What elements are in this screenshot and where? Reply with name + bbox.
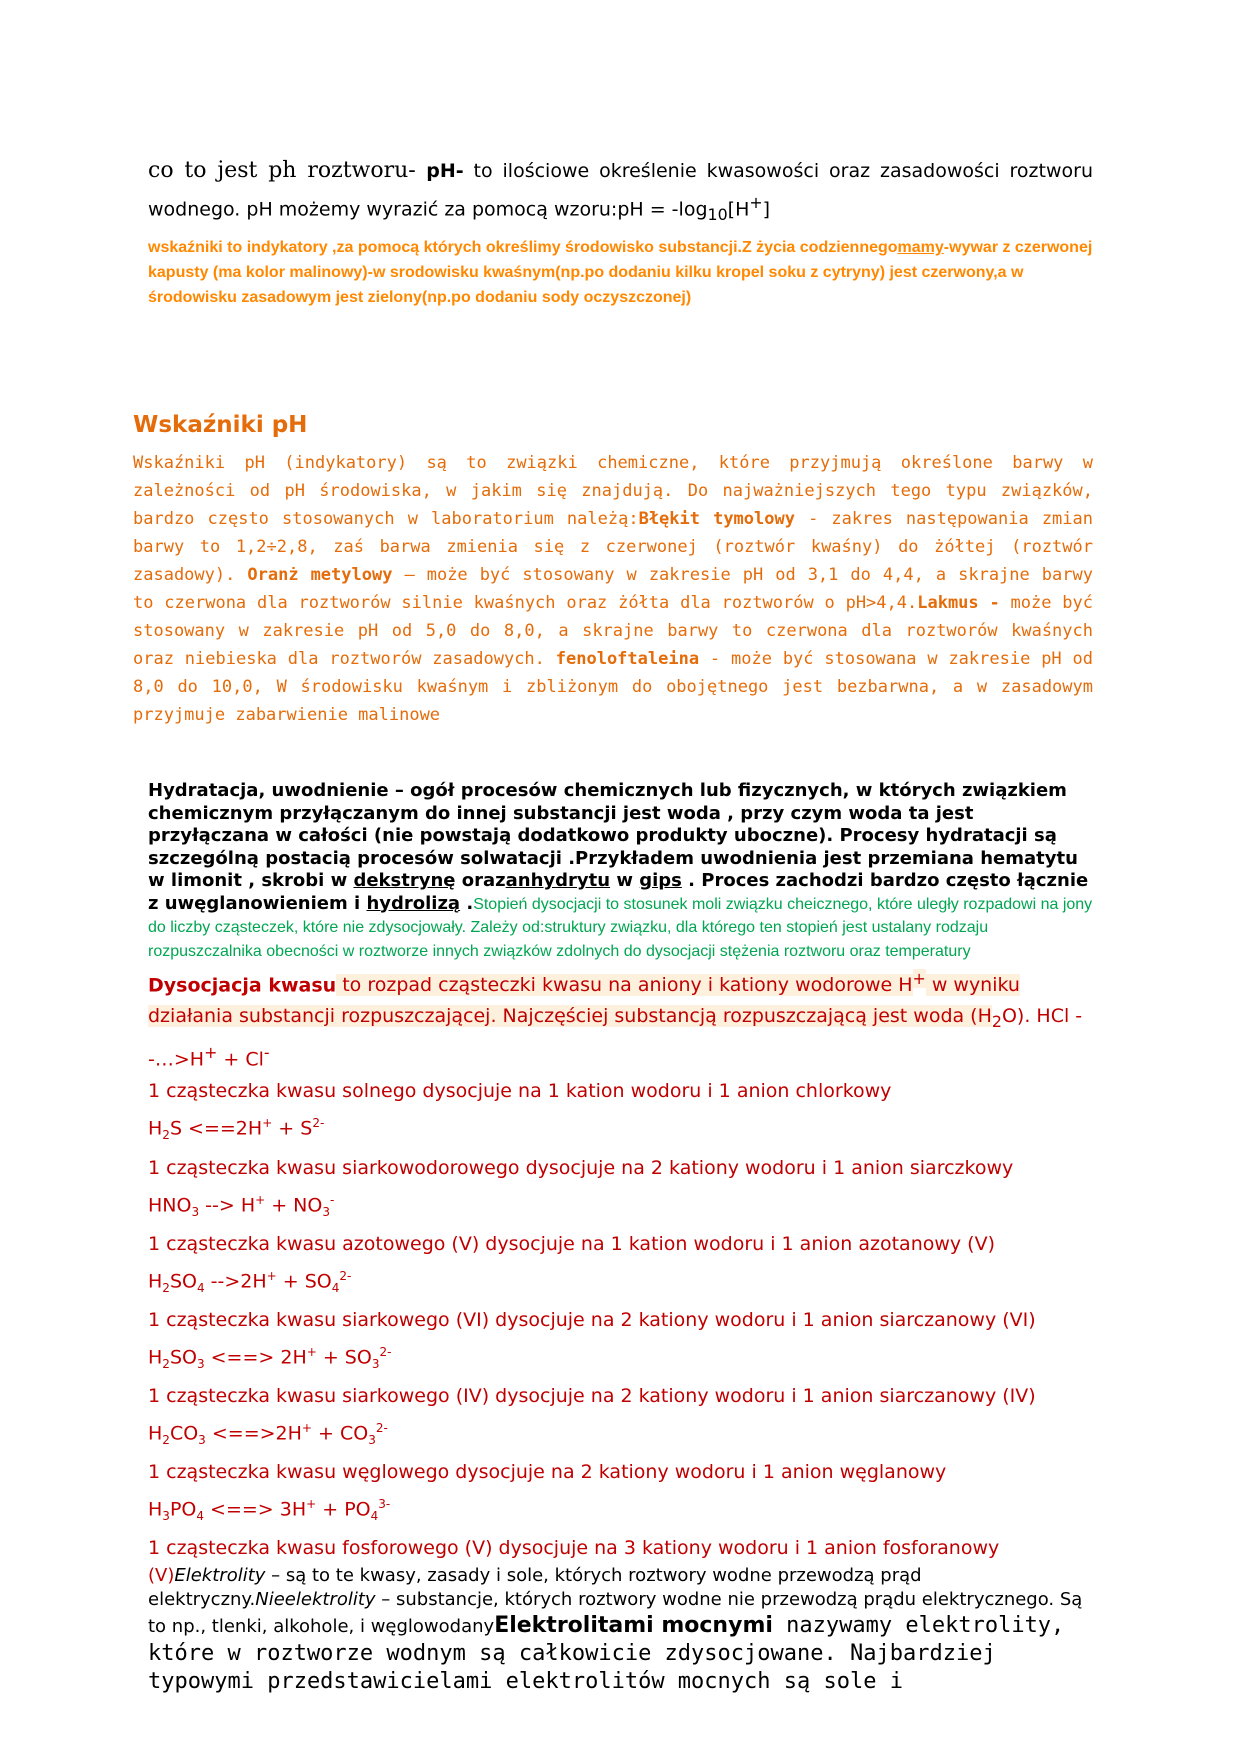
ph-definition-section (148, 155, 1093, 310)
acid-dissociation-text-2: w wyniku działania substancji rozpuszczającej. Najczęściej substancją rozpuszczającą jest woda (H (148, 974, 1020, 1028)
indicators-text-3: – może być stosowany w zakresie pH od 3,1 do 4,4, a skrajne barwy to czerwona dla roztworów silnie kwaśnych oraz żółta dla roztworów o pH>4,4. (133, 565, 1093, 613)
formula-end: ] (762, 198, 771, 221)
ph-definition-text: to ilościowe określenie kwasowości oraz zasadowości roztworu wodnego. pH możemy wyrazić za pomocą wzoru:pH = -log (148, 160, 1093, 221)
hcl-equation-text: O). HCl --…>H (148, 1005, 1083, 1071)
hydration-text-1: Hydratacja, uwodnienie – ogół procesów chemicznych lub fizycznych, w których związkiem chemicznym przyłączanym do innej substancji jest woda , przy czym woda ta jest przyłączana w całości (nie powstają dodatkowo produkty uboczne). Procesy hydratacji są szczególną postacią procesów solwatacji .Przykładem uwodnienia jest przemiana hematytu w limonit , skrobi w (148, 780, 1078, 891)
hcl-h-sup: + (204, 1043, 218, 1063)
hcl-cl-text: + Cl (217, 1048, 264, 1071)
h-plus-sup: + (912, 969, 926, 988)
indicator-name-bromothymol: Błękit tymolowy (638, 509, 795, 529)
hydration-text-4: . Proces zachodzi bardzo często łącznie z uwęglanowieniem i (148, 870, 1089, 914)
electrolytes-roman: (V) (148, 1565, 175, 1587)
indicator-intro-paragraph (148, 235, 1093, 310)
hydration-text-3: w (610, 870, 640, 891)
electrolytes-text-1: – są to te kwasy, zasady i sole, których roztwory wodne przewodzą prąd elektryczny. (148, 1565, 922, 1611)
log-subscript: 10 (707, 205, 728, 225)
h2co3-description: 1 cząsteczka kwasu węglowego dysocjuje na 2 kationy wodoru i 1 anion węglanowy (148, 1461, 947, 1484)
h2so4-description: 1 cząsteczka kwasu siarkowego (VI) dysocjuje na 2 kationy wodoru i 1 anion siarczanowy (VI) (148, 1308, 1036, 1331)
electrolytes-term: Elektrolity (174, 1565, 266, 1587)
h3po4-description: 1 cząsteczka kwasu fosforowego (V) dysocjuje na 3 kationy wodoru i 1 anion fosforanowy (148, 1537, 1000, 1560)
strong-electrolytes-term: Elektrolitami mocnymi (494, 1613, 773, 1639)
hydration-paragraph (148, 780, 1093, 963)
underlined-word: mamy (897, 239, 944, 257)
h3po4-equation: $H_3PO_4$ <==> $3H^+ + PO_4^{3-}$ (148, 1497, 391, 1524)
formula-superscript: + (749, 193, 763, 212)
acid-dissociation-term: Dysocjacja kwasu (148, 974, 337, 997)
ph-definition-paragraph (148, 155, 1093, 231)
h2so3-equation: $H_2SO_3$ <==> $2H^+ + SO_3^{2-}$ (148, 1344, 392, 1371)
indicators-text-5: - może być stosowana w zakresie pH od 8,0 do 10,0, W środowisku kwaśnym i zbliżonym do obojętnego jest bezbarwna, a w zasadowym przyjmuje zabarwienie malinowe (133, 649, 1093, 725)
indicators-text-4: może być stosowany w zakresie pH od 5,0 do 8,0, a skrajne barwy to czerwona dla roztworów kwaśnych oraz niebieska dla roztworów zasadowych. (133, 593, 1093, 669)
indicator-text-2: -wywar z czerwonej kapusty (ma kolor malinowy)-w srodowisku kwaśnym(np.po dodaniu kilku kropel soku z cytryny) jest czerwony,a w środowisku zasadowym jest zielony(np.po dodaniu sody oczyszczonej) (148, 239, 1093, 307)
strong-electrolytes-text: nazywamy elektrolity, które w roztworze wodnym są całkowicie zdysocjowane. Najbardziej typowymi przedstawicielami elektrolitów mocnych są sole i (148, 1613, 1065, 1695)
indicators-paragraph (133, 449, 1093, 729)
anhydrite-link[interactable]: anhydrytu (505, 870, 611, 891)
ph-indicators-section (133, 449, 1093, 729)
hcl-description: 1 cząsteczka kwasu solnego dysocjuje na 1 kation wodoru i 1 anion chlorkowy (148, 1080, 892, 1103)
indicator-name-litmus: Lakmus - (917, 593, 1000, 613)
hno3-description: 1 cząsteczka kwasu azotowego (V) dysocjuje na 1 kation wodoru i 1 anion azotanowy (V) (148, 1232, 996, 1255)
hydrolysis-link[interactable]: hydrolizą (366, 892, 461, 914)
acid-dissociation-text-1: to rozpad cząsteczki kwasu na aniony i kationy wodorowe H (336, 974, 913, 997)
indicator-text-1: wskaźniki to indykatory ,za pomocą których określimy środowisko substancji.Z życia codziennego (148, 239, 898, 257)
dextrin-link[interactable]: dekstrynę (353, 870, 456, 891)
h2co3-equation: $H_2CO_3 <==>2H^+ + CO_3^{2-}$ (148, 1420, 388, 1448)
dissociation-degree-text: Stopień dysocjacji to stosunek moli związku cheicznego, które uległy rozpadowi na jony do liczby cząsteczek, które nie zdysocjowały. Zależy od:struktury związku, dla którego ten stopień jest ustalany rodzaju rozpuszczalnika obecności w roztworze innych związków zdolnych do dysocjacji stężenia roztworu oraz temperatury (148, 895, 1093, 960)
h2s-description: 1 cząsteczka kwasu siarkowodorowego dysocjuje na 2 kationy wodoru i 1 anion siarczkowy (148, 1156, 1014, 1179)
indicator-name-phenolphthalein: fenoloftaleina (555, 649, 700, 669)
nonelectrolytes-term: Nieelektrolity (255, 1589, 376, 1611)
gypsum-link[interactable]: gips (639, 870, 682, 891)
formula-text: [H (727, 198, 750, 221)
section-heading: Wskaźniki pH (133, 412, 308, 438)
h2s-equation: $H_2S <==2H^+ + S^{2-}$ (148, 1116, 325, 1143)
electrolytes-paragraph (148, 1564, 1093, 1696)
acid-dissociation-paragraph (148, 963, 1093, 1075)
electrolytes-text-2: – substancje, których roztwory wodne nie przewodzą prądu elektrycznego. Są to np., tlenki, alkohole, i węglowodany (148, 1589, 1083, 1638)
ph-bold-text: pH- (415, 160, 464, 182)
hydration-text-5: . (460, 892, 474, 914)
h2so4-equation: $H_2SO_4$ $-->2H^+ + SO_4^{2-}$ (148, 1268, 352, 1295)
hcl-cl-sup: - (263, 1043, 270, 1063)
water-sub: 2 (991, 1012, 1002, 1032)
lead-serif-text: co to jest ph roztworu- (148, 158, 416, 183)
hydration-text-2: oraz (455, 870, 506, 891)
hno3-equation: $HNO_3$ --> $H^+ + NO_3^-$ (148, 1192, 335, 1219)
hydration-dissociation-section (148, 780, 1093, 1696)
indicator-name-methyl-orange: Oranż metylowy (247, 565, 393, 585)
h2so3-description: 1 cząsteczka kwasu siarkowego (IV) dysocjuje na 2 kationy wodoru i 1 anion siarczanowy (IV) (148, 1384, 1036, 1407)
indicators-text-1: Wskaźniki pH (indykatory) są to związki chemiczne, które przyjmują określone barwy w zależności od pH środowiska, w jakim się znajdują. Do najważniejszych tego typu związków, bardzo często stosowanych w laboratorium należą: (133, 453, 1093, 529)
indicators-text-2: - zakres następowania zmian barwy to 1,2÷2,8, zaś barwa zmienia się z czerwonej (roztwór kwaśny) do żółtej (roztwór zasadowy). (133, 509, 1093, 585)
